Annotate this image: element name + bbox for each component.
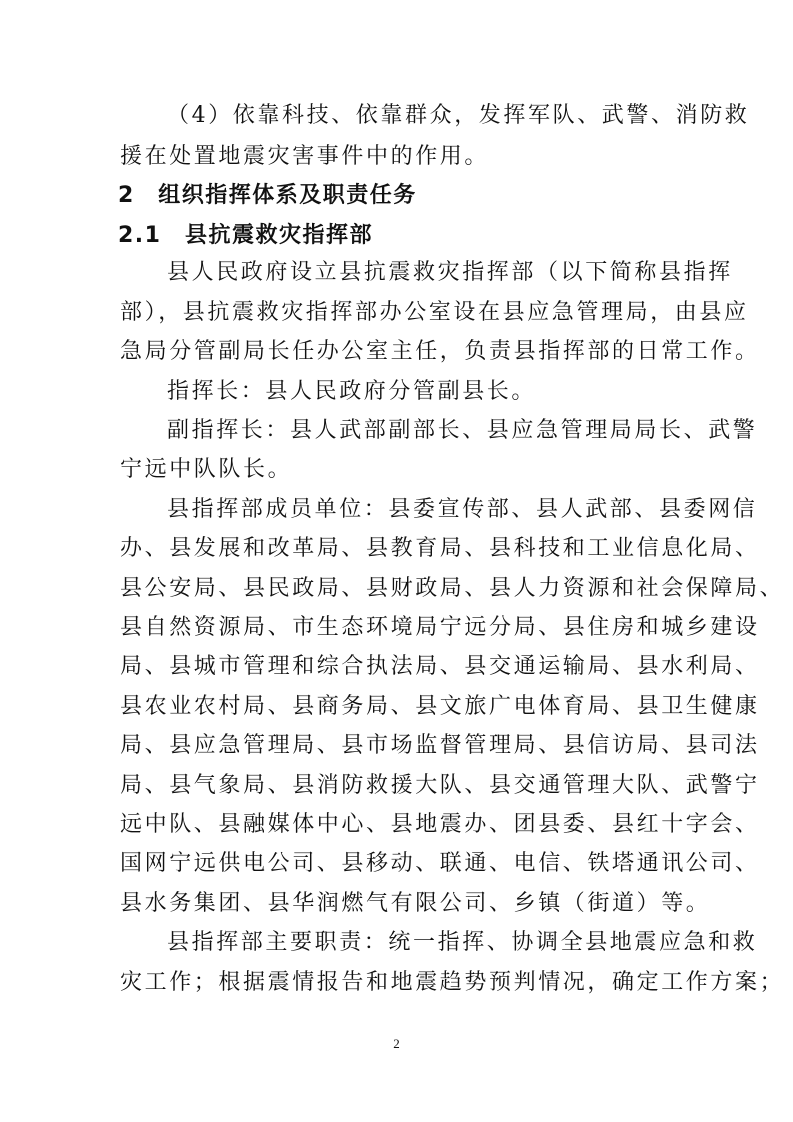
paragraph-line: 国网宁远供电公司、县移动、联通、电信、铁塔通讯公司、 [120,851,760,876]
subsection-heading: 2.1 县抗震救灾指挥部 [118,223,373,248]
paragraph-line: 县农业农村局、县商务局、县文旅广电体育局、县卫生健康 [120,694,760,719]
paragraph-line: 援在处置地震灾害事件中的作用。 [120,144,490,169]
paragraph-line: 县指挥部成员单位：县委宣传部、县人武部、县委网信 [167,497,758,522]
page-number: 2 [393,1036,400,1051]
paragraph-line: 指挥长：县人民政府分管副县长。 [167,379,537,404]
paragraph-line: 副指挥长：县人武部副部长、县应急管理局局长、武警 [167,418,758,443]
paragraph-line: 县指挥部主要职责：统一指挥、协调全县地震应急和救 [167,930,758,955]
paragraph-line: 远中队、县融媒体中心、县地震办、团县委、县红十字会、 [120,812,760,837]
paragraph-line: 县自然资源局、市生态环境局宁远分局、县住房和城乡建设 [120,615,760,640]
paragraph-line: 急局分管副局长任办公室主任，负责县指挥部的日常工作。 [120,339,760,364]
paragraph-line: 县公安局、县民政局、县财政局、县人力资源和社会保障局、 [120,576,785,601]
section-heading: 2 组织指挥体系及职责任务 [118,183,417,208]
paragraph-line: 县水务集团、县华润燃气有限公司、乡镇（街道）等。 [120,891,711,916]
paragraph-line: 局、县应急管理局、县市场监督管理局、县信访局、县司法 [120,733,760,758]
paragraph-line: 办、县发展和改革局、县教育局、县科技和工业信息化局、 [120,536,760,561]
paragraph-line: 灾工作；根据震情报告和地震趋势预判情况，确定工作方案； [120,970,785,995]
paragraph-line: 宁远中队队长。 [120,457,293,482]
paragraph-line: 局、县气象局、县消防救援大队、县交通管理大队、武警宁 [120,773,760,798]
paragraph-line: 局、县城市管理和综合执法局、县交通运输局、县水利局、 [120,654,760,679]
paragraph-line: 县人民政府设立县抗震救灾指挥部（以下简称县指挥 [167,260,733,285]
paragraph-line: 部），县抗震救灾指挥部办公室设在县应急管理局，由县应 [120,300,749,325]
paragraph-line: （4）依靠科技、依靠群众，发挥军队、武警、消防救 [167,103,750,128]
